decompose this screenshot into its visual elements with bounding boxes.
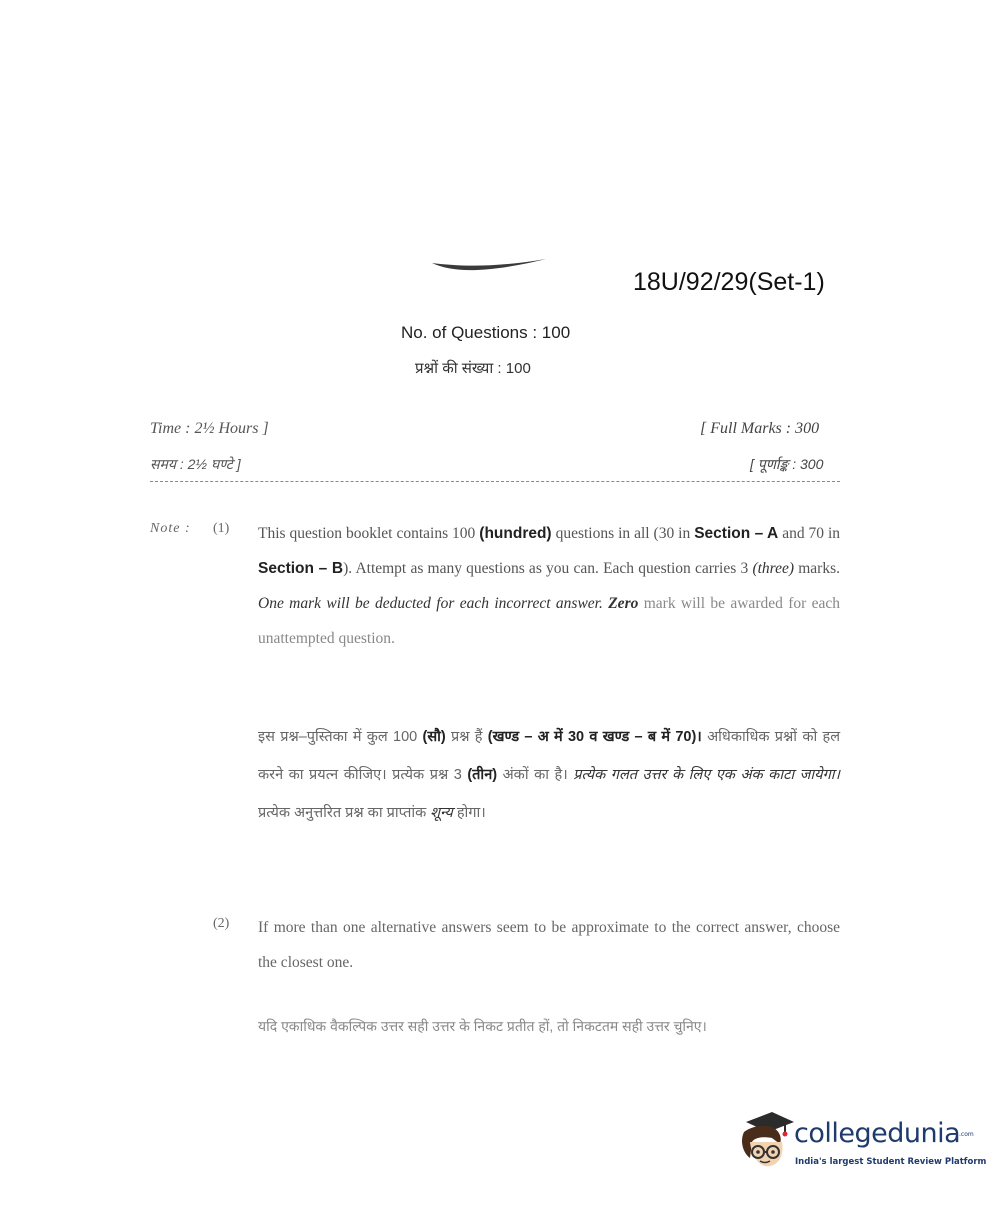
full-marks-en: [ Full Marks : 300 [700,420,820,437]
note-1-english: This question booklet contains 100 (hundred) questions in all (30 in Section – A and 70 in Section – B). Attempt as many questions as you can. Each question carries 3 (three) marks. One mark will be deducted for each incorrect answer. Zero mark will be awarded for each unattempted question. [258,525,841,647]
collegedunia-tagline: India's largest Student Review Platform [795,1157,987,1167]
note-2-number: (2) [213,916,230,931]
pen-stroke-mark [428,255,553,277]
note-1-hindi: इस प्रश्न–पुस्तिका में कुल 100 (सौ) प्रश्न हैं (खण्ड – अ में 30 व खण्ड – ब में 70)। अधिकाधिक प्रश्नों को हल करने का प्रयत्न कीजिए। प्रत्येक प्रश्न 3 (तीन) अंकों का है। प्रत्येक गलत उत्तर के लिए एक अंक काटा जायेगा। प्रत्येक अनुत्तरित प्रश्न का प्राप्तांक शून्य होगा। [258,729,841,821]
collegedunia-brand: collegedunia [794,1118,961,1149]
num-questions-en: No. of Questions : 100 [401,323,571,342]
num-questions-hi: प्रश्नों की संख्या : 100 [415,360,531,377]
collegedunia-suffix: .com [959,1131,974,1138]
time-hi: समय : 2½ घण्टे ] [150,456,241,472]
note-1-number: (1) [213,521,230,536]
note-2-english: If more than one alternative answers seem to be approximate to the correct answer, choose the closest one. [258,919,840,971]
header-divider [150,481,840,482]
note-label: Note : [150,521,191,536]
collegedunia-watermark [738,1108,987,1178]
note-2-hindi: यदि एकाधिक वैकल्पिक उत्तर सही उत्तर के निकट प्रतीत हों, तो निकटतम सही उत्तर चुनिए। [258,1018,707,1034]
paper-code: 18U/92/29(Set-1) [633,268,825,296]
student-mascot-icon [738,1108,798,1178]
full-marks-hi: [ पूर्णाङ्क : 300 [750,456,824,472]
time-en: Time : 2½ Hours ] [150,420,269,437]
